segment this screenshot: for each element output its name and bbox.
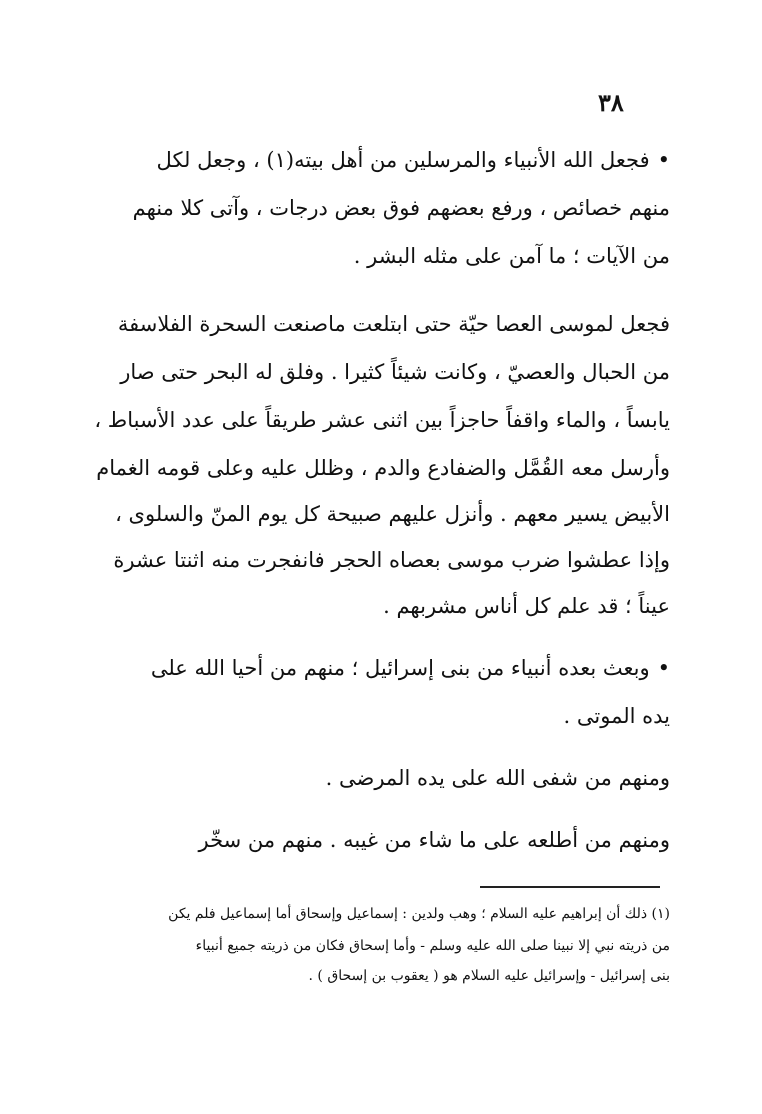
paragraph-1-line-2: منهم خصائص ، ورفع بعضهم فوق بعض درجات ، وآتى كلا منهم [132, 196, 670, 220]
footnote-separator [480, 886, 660, 888]
paragraph-2-line-1: فجعل لموسى العصا حيّة حتى ابتلعت ماصنعت السحرة الفلاسفة [117, 312, 670, 336]
paragraph-2-line-3: يابساً ، والماء واقفاً حاجزاً بين اثنى عشر طريقاً على عدد الأسباط ، [94, 408, 670, 432]
paragraph-4-line-1: ومنهم من شفى الله على يده المرضى . [325, 766, 670, 790]
footnote-line-1: (١) ذلك أن إبراهيم عليه السلام ؛ وهب ولدين : إسماعيل وإسحاق أما إسماعيل فلم يكن [168, 906, 670, 922]
paragraph-2-line-2: من الحبال والعصيّ ، وكانت شيئاً كثيرا . وفلق له البحر حتى صار [120, 360, 670, 384]
paragraph-2-line-7: عيناً ؛ قد علم كل أناس مشربهم . [383, 594, 670, 618]
paragraph-3-line-2: يده الموتى . [563, 704, 670, 728]
bullet-marker: • [657, 148, 670, 172]
paragraph-5-line-1: ومنهم من أطلعه على ما شاء من غيبه . منهم من سخّر [198, 828, 670, 852]
footnote-line-3: بنى إسرائيل - وإسرائيل عليه السلام هو ( يعقوب بن إسحاق ) . [308, 968, 670, 984]
paragraph-3-line-1: •وبعث بعده أنبياء من بنى إسرائيل ؛ منهم من أحيا الله على [150, 656, 670, 680]
paragraph-2-line-5: الأبيض يسير معهم . وأنزل عليهم صبيحة كل يوم المنّ والسلوى ، [115, 502, 670, 526]
paragraph-2-line-6: وإذا عطشوا ضرب موسى بعصاه الحجر فانفجرت منه اثنتا عشرة [113, 548, 670, 572]
paragraph-2-line-4: وأرسل معه القُمَّل والضفادع والدم ، وظلل عليه وعلى قومه الغمام [96, 456, 670, 480]
page-number: ٣٨ [598, 88, 624, 117]
paragraph-1-line-1: •فجعل الله الأنبياء والمرسلين من أهل بيته(١) ، وجعل لكل [156, 148, 670, 172]
footnote-line-2: من ذريته نبي إلا نبينا صلى الله عليه وسلم - وأما إسحاق فكان من ذريته جميع أنبياء [195, 938, 670, 954]
paragraph-1-line-3: من الآيات ؛ ما آمن على مثله البشر . [353, 244, 670, 268]
bullet-marker: • [657, 656, 670, 680]
